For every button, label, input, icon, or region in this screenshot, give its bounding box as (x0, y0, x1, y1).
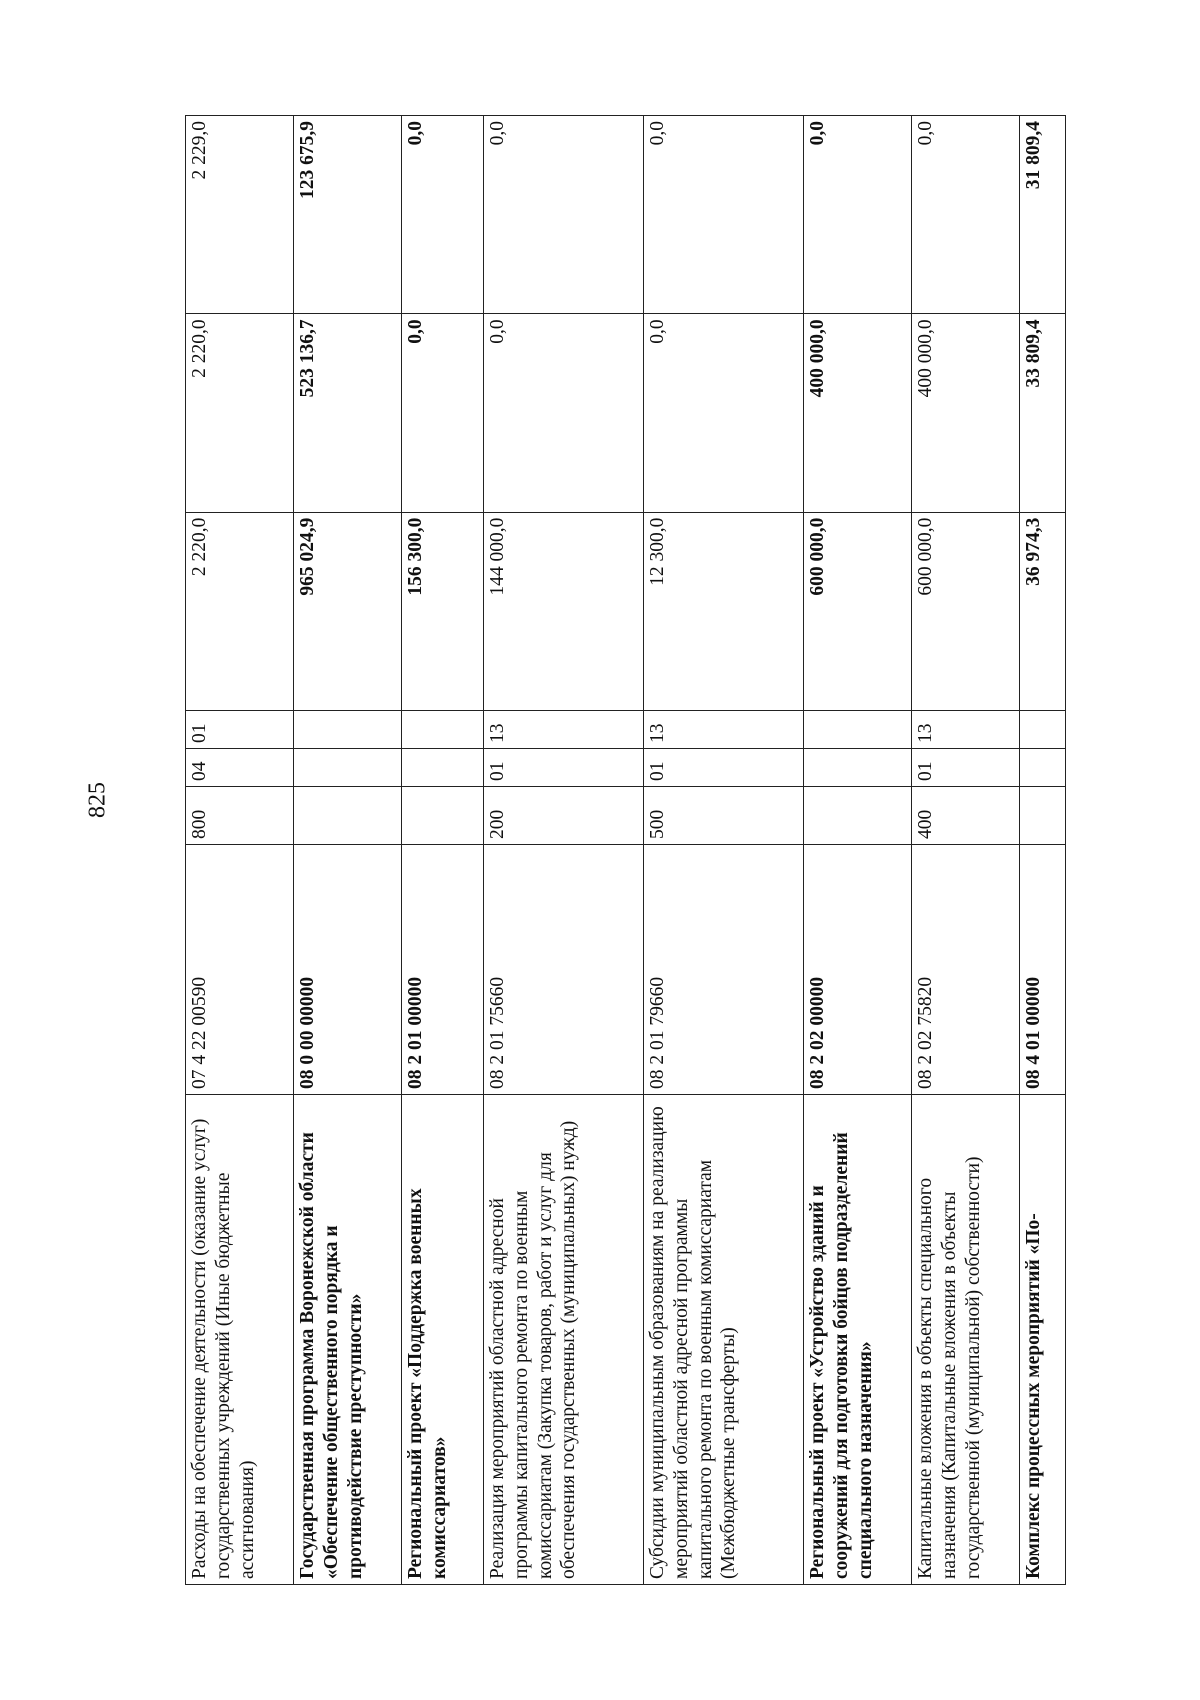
row-expense-type (402, 787, 484, 845)
row-subsection: 13 (484, 711, 644, 749)
row-subsection (804, 711, 912, 749)
row-name: Субсидии муниципальным образованиям на реализацию мероприятий областной адресной программы капитального ремонта по военным комиссариатам (Межбюджетные трансферты) (644, 1095, 804, 1585)
row-amount-year-1: 144 000,0 (484, 512, 644, 710)
row-name: Капитальные вложения в объекты специального назначения (Капитальные вложения в объекты государственной (муниципальной) собственности) (912, 1095, 1020, 1585)
row-section: 01 (644, 749, 804, 787)
row-amount-year-2: 400 000,0 (912, 314, 1020, 512)
row-amount-year-3: 0,0 (804, 116, 912, 314)
row-expense-type: 400 (912, 787, 1020, 845)
row-amount-year-1: 156 300,0 (402, 512, 484, 710)
row-subsection: 13 (912, 711, 1020, 749)
row-subsection: 13 (644, 711, 804, 749)
table-row (402, 116, 484, 1585)
row-name: Расходы на обеспечение деятельности (оказание услуг) государственных учреждений (Иные бюджетные ассигнования) (186, 1095, 294, 1585)
table-row (186, 116, 294, 1585)
row-target-article: 08 2 01 79660 (644, 845, 804, 1095)
row-amount-year-1: 2 220,0 (186, 512, 294, 710)
table-row (912, 116, 1020, 1585)
row-amount-year-1: 12 300,0 (644, 512, 804, 710)
row-amount-year-1: 600 000,0 (912, 512, 1020, 710)
row-amount-year-3: 0,0 (484, 116, 644, 314)
row-subsection (294, 711, 402, 749)
row-amount-year-2: 0,0 (484, 314, 644, 512)
row-target-article: 08 2 01 75660 (484, 845, 644, 1095)
table-row (294, 116, 402, 1585)
row-amount-year-3: 0,0 (912, 116, 1020, 314)
table-row (804, 116, 912, 1585)
row-section (1020, 749, 1066, 787)
row-expense-type (1020, 787, 1066, 845)
row-amount-year-3: 2 229,0 (186, 116, 294, 314)
table-row (644, 116, 804, 1585)
row-expense-type (804, 787, 912, 845)
row-amount-year-1: 600 000,0 (804, 512, 912, 710)
row-target-article: 08 2 02 00000 (804, 845, 912, 1095)
row-amount-year-2: 400 000,0 (804, 314, 912, 512)
row-amount-year-3: 0,0 (644, 116, 804, 314)
row-amount-year-2: 523 136,7 (294, 314, 402, 512)
row-section (402, 749, 484, 787)
row-amount-year-2: 0,0 (644, 314, 804, 512)
row-subsection (1020, 711, 1066, 749)
row-expense-type: 500 (644, 787, 804, 845)
row-amount-year-3: 31 809,4 (1020, 116, 1066, 314)
row-name: Государственная программа Воронежской области «Обеспечение общественного порядка и противодействие преступности» (294, 1095, 402, 1585)
row-section (804, 749, 912, 787)
row-amount-year-1: 36 974,3 (1020, 512, 1066, 710)
table-row (1020, 116, 1066, 1585)
row-amount-year-1: 965 024,9 (294, 512, 402, 710)
row-name: Региональный проект «Поддержка военных комиссариатов» (402, 1095, 484, 1585)
budget-table (185, 115, 1066, 1585)
row-subsection (402, 711, 484, 749)
row-expense-type: 200 (484, 787, 644, 845)
rotated-sheet (185, 115, 1044, 1585)
row-name: Комплекс процессных мероприятий «По- (1020, 1095, 1066, 1585)
row-name: Реализация мероприятий областной адресной программы капитального ремонта по военным комиссариатам (Закупка товаров, работ и услуг для обеспечения государственных (муниципальных) нужд) (484, 1095, 644, 1585)
row-target-article: 08 2 02 75820 (912, 845, 1020, 1095)
row-amount-year-2: 33 809,4 (1020, 314, 1066, 512)
budget-table-body (186, 116, 1066, 1585)
row-amount-year-2: 2 220,0 (186, 314, 294, 512)
page-number: 825 (84, 782, 111, 818)
row-section: 01 (912, 749, 1020, 787)
row-target-article: 08 2 01 00000 (402, 845, 484, 1095)
row-amount-year-2: 0,0 (402, 314, 484, 512)
row-expense-type (294, 787, 402, 845)
row-section (294, 749, 402, 787)
row-target-article: 08 0 00 00000 (294, 845, 402, 1095)
row-amount-year-3: 0,0 (402, 116, 484, 314)
row-name: Региональный проект «Устройство зданий и сооружений для подготовки бойцов подразделений специального назначения» (804, 1095, 912, 1585)
row-amount-year-3: 123 675,9 (294, 116, 402, 314)
row-section: 04 (186, 749, 294, 787)
table-row (484, 116, 644, 1585)
row-subsection: 01 (186, 711, 294, 749)
row-target-article: 08 4 01 00000 (1020, 845, 1066, 1095)
row-target-article: 07 4 22 00590 (186, 845, 294, 1095)
row-section: 01 (484, 749, 644, 787)
row-expense-type: 800 (186, 787, 294, 845)
